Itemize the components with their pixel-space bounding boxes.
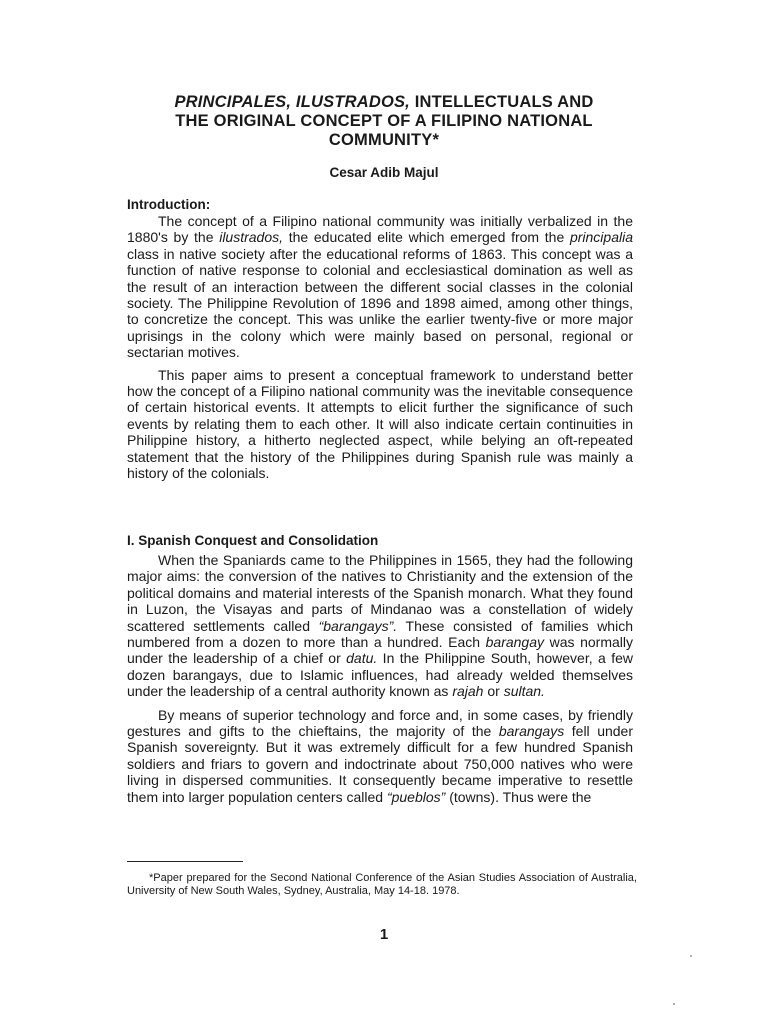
italic-term: “barangays”. <box>318 617 398 634</box>
introduction-paragraph-1 <box>127 213 633 361</box>
text-run: By means of superior technology and force and, in some cases, by friendly gestures and gifts to the chieftains, the majority of the <box>127 706 633 740</box>
title-line-2: THE ORIGINAL CONCEPT OF A FILIPINO NATIONAL <box>175 112 593 130</box>
introduction-heading: Introduction: <box>127 197 211 212</box>
scan-speck <box>673 1003 675 1005</box>
italic-term: ilustrados, <box>219 229 284 246</box>
section-1 <box>127 533 633 805</box>
text-run: was normally under the leadership of a chief or <box>127 634 633 667</box>
text-run: the educated elite which emerged from the <box>283 229 570 246</box>
text-run: class in native society after the educational reforms of 1863. This concept was a function of native response to colonial and ecclesiastical domination as well as the result of an interaction between the different social classes in the colonial society. The Philippine Revolution of 1896 and 1898 aimed, among other things, to concretize the concept. This was unlike the earlier twenty-five or more major uprisings in the colony which were mainly based on personal, regional or sectarian motives. <box>127 245 633 361</box>
italic-term: principalia <box>569 229 633 246</box>
paper-title <box>120 93 648 150</box>
text-run: fell under Spanish sovereignty. But it was extremely difficult for a few hundred Spanish soldiers and friars to govern and indoctrinate about 750,000 natives who were living in dispersed communities. It consequently became imperative to resettle them into larger population centers called <box>127 723 634 805</box>
italic-term: barangays <box>498 723 565 740</box>
title-italic-part: PRINCIPALES, ILUSTRADOS, <box>174 93 410 111</box>
scan-speck <box>690 955 692 957</box>
page-number: 1 <box>379 926 389 943</box>
title-line-1 <box>120 93 648 112</box>
text-run: These consisted of families which numbered from a dozen to more than a hundred. Each <box>127 617 633 651</box>
footnote-text: *Paper prepared for the Second National Conference of the Asian Studies Association of Australia, University of New South Wales, Sydney, Australia, May 14-18. 1978. <box>127 872 637 897</box>
author-name: Cesar Adib Majul <box>329 165 439 180</box>
text-run: When the Spaniards came to the Philippines in 1565, they had the following major aims: the conversion of the natives to Christianity and the extension of the political domains and material interests of the Spanish monarch. What they found in Luzon, the Visayas and parts of Mindanao was a constellation of widely scattered settlements called <box>127 552 633 634</box>
introduction-paragraph-2: This paper aims to present a conceptual framework to understand better how the concept of a Filipino national community was the inevitable consequence of certain historical events. It attempts to elicit further the significance of such events by relating them to each other. It will also indicate certain continuities in Philippine history, a hitherto neglected aspect, while belying an oft-repeated statement that the history of the Philippines during Spanish rule was mainly a history of the colonials. <box>127 366 633 482</box>
text-run: The concept of a Filipino national community was initially verbalized in the 1880's by the <box>127 213 633 246</box>
title-regular-part: INTELLECTUALS AND <box>409 93 594 111</box>
italic-term: barangay <box>485 634 545 651</box>
text-run: (towns). Thus were the <box>445 788 592 805</box>
italic-term: rajah <box>452 683 484 700</box>
section-1-heading: I. Spanish Conquest and Consolidation <box>127 533 379 548</box>
italic-term: datu. <box>346 650 378 667</box>
italic-term: sultan. <box>503 683 545 700</box>
introduction-section <box>127 197 633 482</box>
text-run: or <box>483 683 504 700</box>
italic-term: “pueblos” <box>386 788 446 805</box>
footnote <box>127 872 637 897</box>
text-run: In the Philippine South, however, a few dozen barangays, due to Islamic influences, had already welded themselves under the leadership of a central authority known as <box>127 650 633 700</box>
section-1-paragraph-1 <box>127 552 633 700</box>
footnote-divider <box>127 861 243 862</box>
section-1-paragraph-2 <box>127 707 633 805</box>
title-line-3: COMMUNITY* <box>328 131 440 149</box>
